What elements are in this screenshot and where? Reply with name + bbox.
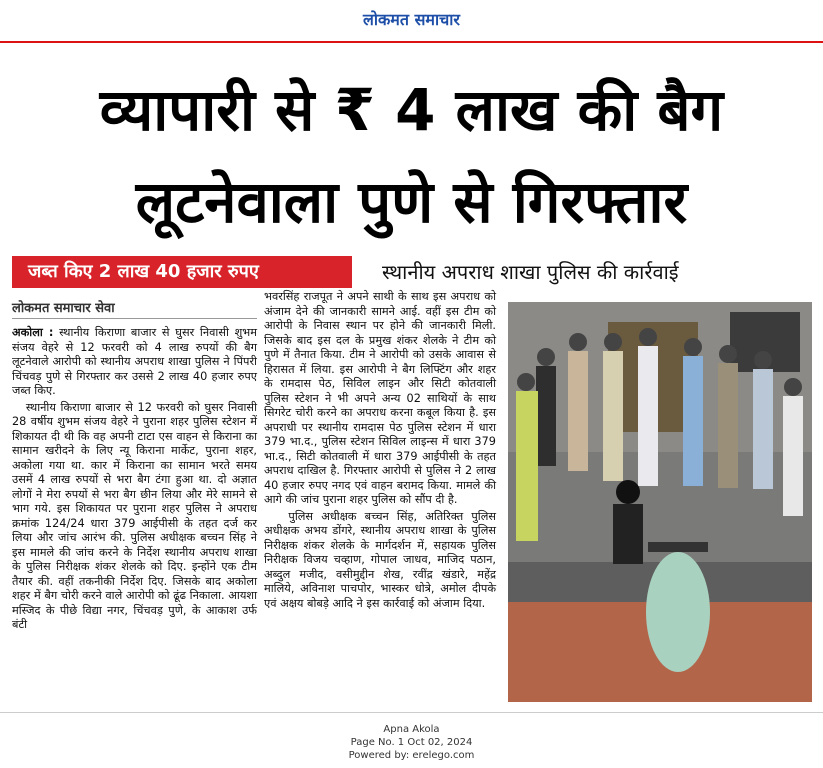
paragraph-text: भवरसिंह राजपूत ने अपने साथी के साथ इस अपराध को अंजाम देने की जानकारी सामने आई. वहीं इस टीम को आरोपी के निवास स्थान पर होने की जानकारी मिली. जिसके बाद इस दल के प्रमुख शंकर शेलके ने टीम को पुणे में तैनात किया. टीम ने आरोपी को उसके आवास से हिरासत में लिया. इस आरोपी ने बैग लिफ्टिंग और शहर के रामदास पेठ, सिविल लाइन और सिटी कोतवाली पुलिस स्टेशन ने भी अपने अन्य 02 साथियों के साथ सिगरेट चोरी करने का अपराध करना कबूल किया है. इस अपराधी पर स्थानीय रामदास पेठ पुलिस स्टेशन में धारा 379 भा.द., पुलिस स्टेशन सिविल लाइन्स में धारा 379 भा.द., सिटी कोतवाली में धारा 379 आईपीसी के तहत अपराध दाखिल है. गिरफ्तार आरोपी से पुलिस ने 2 लाख 40 हजार रुपए नगद एवं वाहन बरामद किया. मामले की आगे की जांच पुराना शहर पुलिस को सौंप दी है.: [264, 290, 496, 506]
page-date: Page No. 1 Oct 02, 2024: [350, 737, 473, 748]
headline-line-1: व्यापारी से ₹ 4 लाख की बैग: [99, 76, 724, 144]
footer-divider: [0, 712, 823, 713]
paragraph-text: स्थानीय किराणा बाजार से 12 फरवरी को घुसर निवासी 28 वर्षीय शुभम संजय वेहरे ने पुराना शहर पुलिस स्टेशन में शिकायत दी थी कि वह अपनी टाटा एस वाहन से किराना का सामान खरीदने के लिए न्यू किराना मार्केट, पुराना शहर, अकोला गया था. कार में किराना का सामान भरते समय उसमें 4 लाख रुपयों से भरा बैग टंगा हुआ था. दो अज्ञात लोगों ने मेरा रुपयों से भरा बैग छीन लिया और मेरे सामने से भाग गये. इस शिकायत पर पुराना शहर पुलिस ने अपराध क्रमांक 124/24 धारा 379 आईपीसी के तहत दर्ज कर लिया और जांच आरंभ की. पुलिस अधीक्षक बच्चन सिंह ने इस मामले की जांच करने के निर्देश स्थानीय अपराध शाखा के पुलिस निरीक्षक शंकर शेलके को दिए. इन्होंने एक टीम तैयार की. वहीं तकनीकी निर्देश दिए. जिसके बाद अकोला शहर में बैग चोरी करने वाले आरोपी को ढूंढ निकाला. आयशा मस्जिद के पीछे विद्या नगर, चिंचवड़ पुणे, के आकाश उर्फ बंटी: [12, 400, 257, 631]
byline-divider: [12, 318, 257, 319]
masthead-rule: [0, 41, 823, 43]
masked-accused: [616, 480, 640, 504]
headline-line-2: लूटनेवाला पुणे से गिरफ्तार: [135, 168, 688, 236]
page-footer: [0, 723, 823, 762]
paragraph-text: पुलिस अधीक्षक बच्चन सिंह, अतिरिक्त पुलिस अधीक्षक अभय डोंगरे, स्थानीय अपराध शाखा के पुलिस निरीक्षक शंकर शेलके के मार्गदर्शन में, सहायक पुलिस निरीक्षक विजय चव्हाण, गोपाल जाधव, माजिद पठान, अब्दुल मजीद, वसीमुद्दीन शेख, रवींद्र खंडारे, महेंद्र मालिये, अविनाश पाचपोर, भास्कर धोत्रे, अमोल दीपके एवं अक्षय बोबड़े आदि ने इस कार्रवाई को अंजाम दिया.: [264, 509, 497, 610]
subheadline: स्थानीय अपराध शाखा पुलिस की कार्रवाई: [382, 260, 679, 284]
article-paragraph: [264, 510, 496, 612]
powered-by: Powered by: erelego.com: [348, 750, 475, 761]
police-team-photo: [508, 302, 812, 702]
article-column-1: [12, 326, 257, 635]
article-paragraph: [12, 326, 257, 399]
byline: लोकमत समाचार सेवा: [12, 301, 115, 316]
news-photo: [508, 302, 812, 702]
publication-name: Apna Akola: [383, 724, 440, 735]
dateline: अकोला :: [12, 326, 54, 339]
red-banner: जब्त किए 2 लाख 40 हजार रुपए: [12, 256, 352, 288]
article-column-2: [264, 290, 496, 613]
masthead: लोकमत समाचार: [363, 10, 460, 29]
article-paragraph: [264, 290, 496, 508]
article-paragraph: [12, 401, 257, 633]
paragraph-text: स्थानीय किराणा बाजार से घुसर निवासी शुभम संजय वेहरे से 12 फरवरी को 4 लाख रुपयों की बैग लूटनेवाले आरोपी को स्थानीय अपराध शाखा पुलिस ने पिंपरी चिंचवड़ पुणे से गिरफ्तार कर उससे 2 लाख 40 हजार रुपए जब्त किए.: [12, 326, 257, 397]
scooter: [646, 552, 710, 672]
